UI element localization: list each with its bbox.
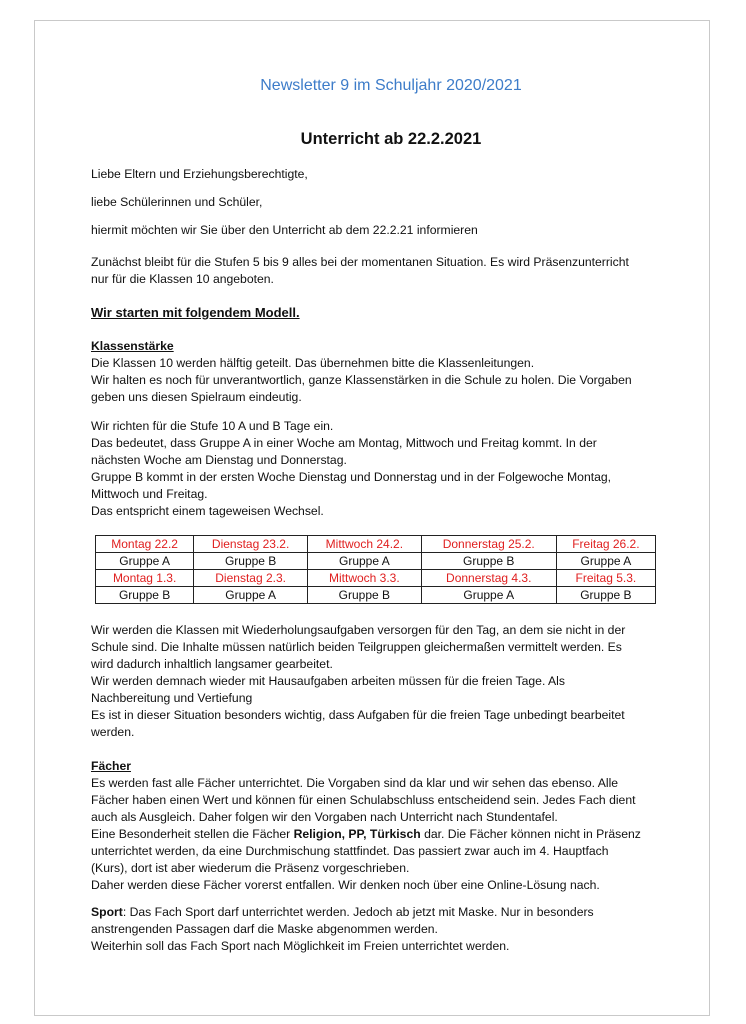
table-cell: Mittwoch 24.2.	[308, 536, 422, 553]
table-cell: Gruppe A	[194, 587, 308, 604]
table-cell: Donnerstag 25.2.	[421, 536, 556, 553]
model-heading: Wir starten mit folgendem Modell.	[91, 305, 300, 320]
besonderheit-pre: Eine Besonderheit stellen die Fächer	[91, 827, 294, 841]
text-line: Nachbereitung und Vertiefung	[91, 691, 253, 705]
besonderheit-line	[91, 826, 681, 843]
text-line: Weiterhin soll das Fach Sport nach Möglichkeit im Freien unterrichtet werden.	[91, 939, 510, 953]
text-line: nächsten Woche am Dienstag und Donnerstag.	[91, 453, 347, 467]
text-line: anstrengenden Passagen darf die Maske abgenommen werden.	[91, 922, 438, 936]
table-cell: Gruppe B	[308, 587, 422, 604]
newsletter-title: Newsletter 9 im Schuljahr 2020/2021	[260, 77, 522, 94]
sport-text: : Das Fach Sport darf unterrichtet werden. Jedoch ab jetzt mit Maske. Nur in besonders	[122, 905, 594, 919]
text-line: Das entspricht einem tageweisen Wechsel.	[91, 504, 324, 518]
table-cell: Gruppe B	[96, 587, 194, 604]
situation-paragraph	[91, 254, 681, 288]
table-row	[96, 587, 656, 604]
text-line: unterrichtet werden, da eine Durchmischung stattfindet. Das passiert zwar auch im 4. Hauptfach	[91, 844, 609, 858]
text-line: werden.	[91, 725, 135, 739]
table-cell: Montag 1.3.	[96, 570, 194, 587]
text-line: Die Klassen 10 werden hälftig geteilt. Das übernehmen bitte die Klassenleitungen.	[91, 356, 535, 370]
klassenstaerke-section	[91, 338, 681, 406]
text-line: Gruppe B kommt in der ersten Woche Dienstag und Donnerstag und in der Folgewoche Montag,	[91, 470, 612, 484]
text-line: nur für die Klassen 10 angeboten.	[91, 272, 274, 286]
text-line: Das bedeutet, dass Gruppe A in einer Woche am Montag, Mittwoch und Freitag kommt. In der	[91, 436, 597, 450]
table-cell: Gruppe B	[556, 587, 655, 604]
text-line: Fächer haben einen Wert und können für einen Schulabschluss entscheidend sein. Jedes Fach dient	[91, 793, 636, 807]
table-row	[96, 553, 656, 570]
greeting-students: liebe Schülerinnen und Schüler,	[91, 195, 263, 209]
table-row	[96, 536, 656, 553]
table-cell: Donnerstag 4.3.	[421, 570, 556, 587]
table-cell: Dienstag 23.2.	[194, 536, 308, 553]
sport-first-line	[91, 904, 681, 921]
text-line: Wir richten für die Stufe 10 A und B Tage ein.	[91, 419, 334, 433]
ab-tage-section	[91, 418, 681, 520]
text-line: Zunächst bleibt für die Stufen 5 bis 9 alles bei der momentanen Situation. Es wird Präsenzunterricht	[91, 255, 629, 269]
table-cell: Gruppe A	[556, 553, 655, 570]
text-line: Wir werden demnach wieder mit Hausaufgaben arbeiten müssen für die freien Tage. Als	[91, 674, 565, 688]
faecher-section	[91, 758, 681, 894]
sport-section	[91, 904, 681, 955]
intro-paragraph: hiermit möchten wir Sie über den Unterricht ab dem 22.2.21 informieren	[91, 223, 478, 237]
faecher-heading: Fächer	[91, 759, 131, 773]
text-line: Es ist in dieser Situation besonders wichtig, dass Aufgaben für die freien Tage unbedingt bearbeitet	[91, 708, 625, 722]
sport-label: Sport	[91, 905, 123, 919]
besonderheit-subjects: Religion, PP, Türkisch	[293, 827, 421, 841]
text-line: Es werden fast alle Fächer unterrichtet. Die Vorgaben sind da klar und wir sehen das ebenso. Alle	[91, 776, 619, 790]
text-line: Schule sind. Die Inhalte müssen natürlich beiden Teilgruppen gleichermaßen vermittelt werden. Es	[91, 640, 622, 654]
text-line: Wir halten es noch für unverantwortlich, ganze Klassenstärken in die Schule zu holen. Die Vorgaben	[91, 373, 632, 387]
table-cell: Gruppe A	[308, 553, 422, 570]
besonderheit-post: dar. Die Fächer können nicht in Präsenz	[420, 827, 641, 841]
table-cell: Gruppe A	[96, 553, 194, 570]
table-row	[96, 570, 656, 587]
table-cell: Montag 22.2	[96, 536, 194, 553]
table-cell: Mittwoch 3.3.	[308, 570, 422, 587]
table-cell: Gruppe B	[421, 553, 556, 570]
text-line: auch als Ausgleich. Daher folgen wir den Vorgaben nach Unterricht nach Stundentafel.	[91, 810, 558, 824]
schedule-table	[95, 535, 656, 604]
aufgaben-section	[91, 622, 681, 741]
greeting-parents: Liebe Eltern und Erziehungsberechtigte,	[91, 167, 308, 181]
text-line: Daher werden diese Fächer vorerst entfallen. Wir denken noch über eine Online-Lösung nach.	[91, 878, 600, 892]
table-cell: Gruppe A	[421, 587, 556, 604]
klassenstaerke-heading: Klassenstärke	[91, 339, 174, 353]
main-title: Unterricht ab 22.2.2021	[300, 130, 482, 148]
table-cell: Freitag 5.3.	[556, 570, 655, 587]
text-line: Wir werden die Klassen mit Wiederholungsaufgaben versorgen für den Tag, an dem sie nicht in der	[91, 623, 626, 637]
table-cell: Dienstag 2.3.	[194, 570, 308, 587]
document-page	[34, 20, 710, 1016]
table-cell: Freitag 26.2.	[556, 536, 655, 553]
table-cell: Gruppe B	[194, 553, 308, 570]
text-line: wird dadurch inhaltlich langsamer gearbeitet.	[91, 657, 333, 671]
text-line: geben uns diesen Spielraum eindeutig.	[91, 390, 302, 404]
text-line: Mittwoch und Freitag.	[91, 487, 208, 501]
text-line: (Kurs), dort ist aber wiederum die Präsenz vorgeschrieben.	[91, 861, 410, 875]
